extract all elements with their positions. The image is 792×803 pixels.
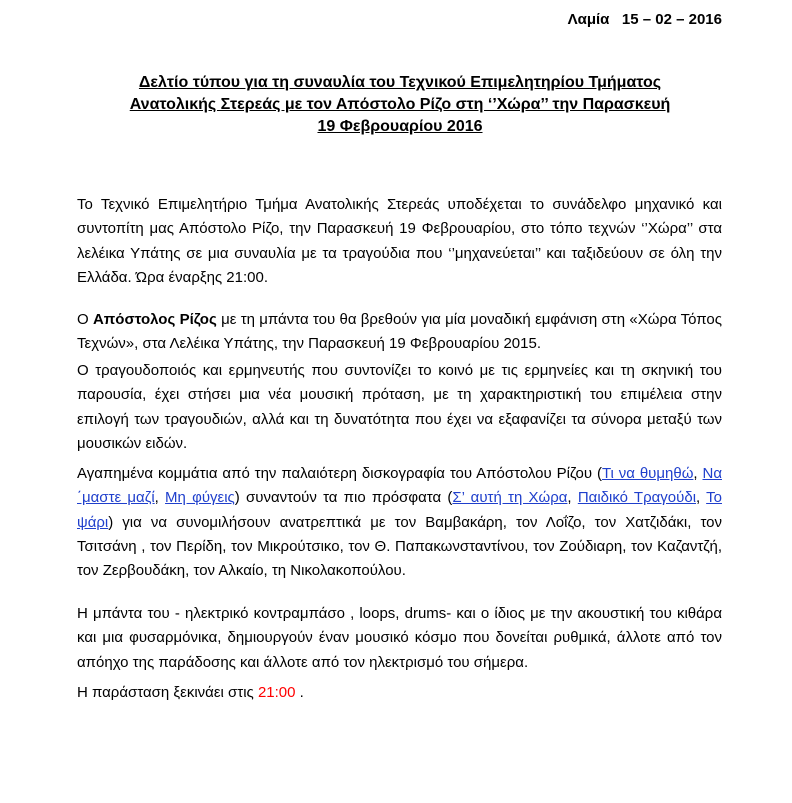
text-fragment: με τη μπάντα του θα βρεθούν για μία μοναδική εμφάνιση στη «Χώρα Τόπος Τεχνών», στα Λελέικα Υπάτης, την Παρασκευή 19 Φεβρουαρίου 2015. [77, 311, 722, 353]
paragraph-band [77, 602, 722, 675]
start-time: 21:00 [257, 684, 296, 701]
title-line-3: 19 Φεβρουαρίου 2016 [317, 118, 483, 135]
paragraph-band-text: Η μπάντα του - ηλεκτρικό κοντραμπάσο , loops, drums- και ο ίδιος με την ακουστική του κιθάρα και μια φυσαρμόνικα, δημιουργούν έναν μουσικό κόσμο που δονείται ρυθμικά, άλλοτε από τον απόηχο της παράδοσης και άλλοτε από τον ηλεκτρισμό του σήμερα. [77, 605, 722, 671]
title-line-2: Ανατολικής Στερεάς με τον Απόστολο Ρίζο στη ‘’Χώρα’’ την Παρασκευή [129, 96, 671, 113]
dateline: Λαμία 15 – 02 – 2016 [567, 11, 722, 28]
paragraph-intro [77, 193, 722, 290]
text-fragment: . [295, 684, 304, 701]
paragraph-start-time [77, 681, 722, 705]
song-link-paidiko-tragoudi[interactable]: Παιδικό Τραγούδι [577, 489, 697, 507]
text-fragment: , [693, 465, 703, 482]
song-link-ti-na-thymitho[interactable]: Τι να θυμηθώ [601, 465, 694, 482]
paragraph-artist-text: Ο τραγουδοποιός και ερμηνευτής που συντονίζει το κοινό με τις ερμηνείες και τη σκηνική του παρουσία, έχει στήσει μια νέα μουσική πρόταση, με τη χαρακτηριστική του επιμέλεια στην επιλογή των τραγουδιών, αλλά και τη δυνατότητα που έχει να εξαφανίζει τα σύνορα μεταξύ των μουσικών ειδών. [77, 362, 722, 452]
song-link-mi-fygeis[interactable]: Μη φύγεις [165, 489, 235, 507]
press-release-title [60, 72, 740, 138]
artist-name: Απόστολος Ρίζος [92, 311, 217, 328]
text-fragment: Ο [77, 311, 93, 328]
song-link-to-psari[interactable]: Το ψάρι [77, 489, 722, 531]
paragraph-intro-text: Το Τεχνικό Επιμελητήριο Τμήμα Ανατολικής Στερεάς υποδέχεται το συνάδελφο μηχανικό και συντοπίτη μας Απόστολο Ρίζο, την Παρασκευή 19 Φεβρουαρίου, στο τόπο τεχνών ‘’Χώρα’’ στα λελέικα Υπάτης σε μια συναυλία με τα τραγούδια που ‘’μηχανεύεται’’ και ταξιδεύουν σε όλη την Ελλάδα. Ώρα έναρξης 21:00. [77, 196, 722, 286]
text-fragment: Αγαπημένα κομμάτια από την παλαιότερη δισκογραφία του Απόστολου Ρίζου ( [77, 465, 602, 482]
text-fragment: ) συναντούν τα πιο πρόσφατα ( [234, 489, 453, 507]
paragraph-songs-text [77, 462, 722, 583]
title-line-1: Δελτίο τύπου για τη συναυλία του Τεχνικού Επιμελητηρίου Τμήματος [138, 74, 662, 91]
song-link-s-afti-ti-xora[interactable]: Σ’ αυτή τη Χώρα [452, 489, 568, 507]
text-fragment: , [696, 489, 707, 507]
paragraph-songs [77, 462, 722, 583]
paragraph-start-time-text [77, 681, 722, 705]
paragraph-artist [77, 359, 722, 456]
paragraph-appearance [77, 308, 722, 357]
song-link-na-maste-mazi[interactable]: Να ΄μαστε μαζί [77, 465, 722, 507]
paragraph-appearance-text [77, 308, 722, 357]
text-fragment: , [567, 489, 578, 507]
text-fragment: ) για να συνομιλήσουν ανατρεπτικά με τον Βαμβακάρη, τον Λοΐζο, τον Χατζιδάκι, τον Τσιτσάνη , τον Περίδη, τον Μικρούτσικο, τον Θ. Παπακωνσταντίνου, τον Ζούδιαρη, τον Καζαντζή, τον Ζερβουδάκη, τον Αλκαίο, τη Νικολακοπούλου. [77, 513, 722, 580]
text-fragment: Η παράσταση ξεκινάει στις [77, 684, 258, 701]
text-fragment: , [154, 489, 166, 507]
